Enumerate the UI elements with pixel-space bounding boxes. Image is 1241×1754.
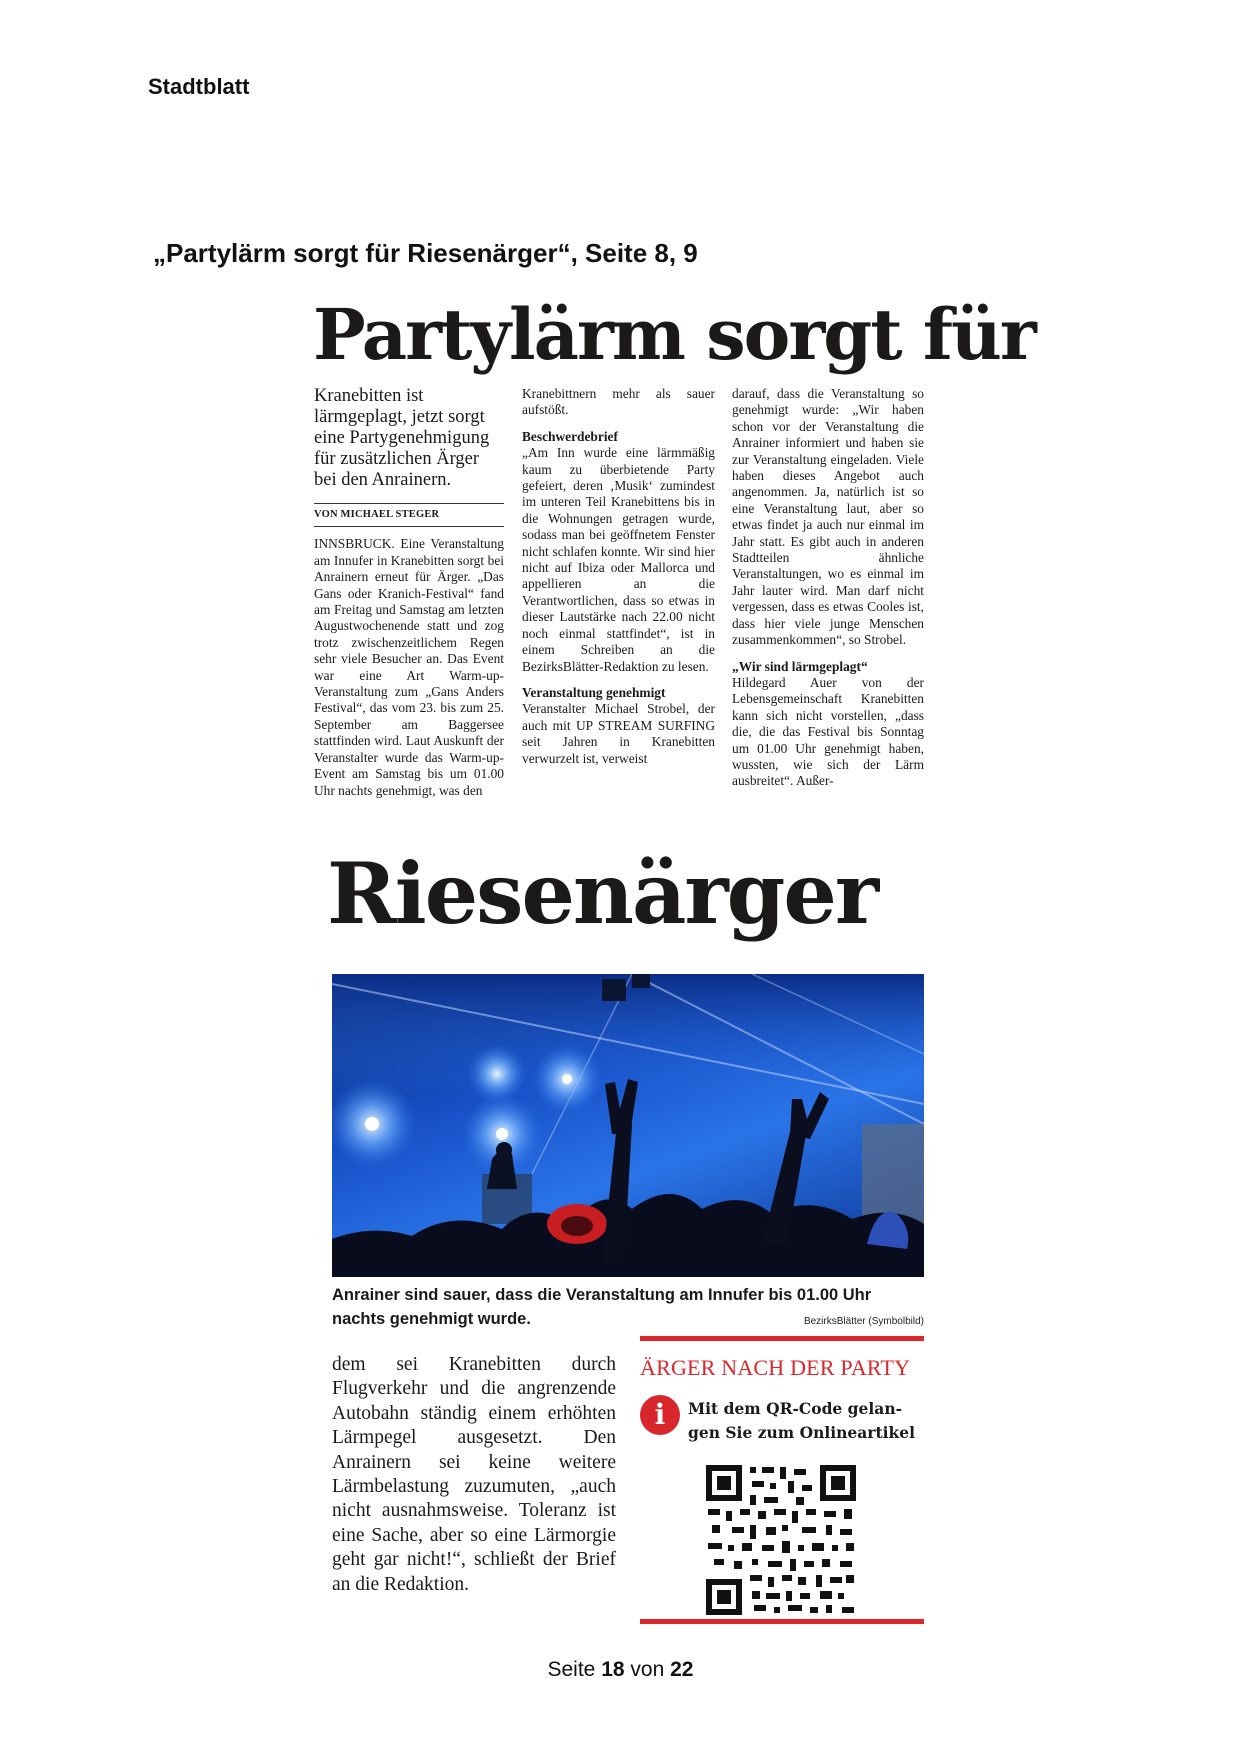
article-byline: VON MICHAEL STEGER xyxy=(314,503,504,527)
concert-illustration xyxy=(332,974,924,1277)
column-3-text-b: Hildegard Auer von der Lebensgemeinschaft Kranebitten kann sich nicht vorstellen, „dass die, die das Festival bis Sonntag um 01.00 Uhr genehmigt haben, wussten, wie sich der Lärm ausbreitet“. Außer- xyxy=(732,674,924,789)
article-columns xyxy=(314,386,924,826)
info-icon: i xyxy=(640,1395,680,1435)
article-continuation: dem sei Kranebitten durch Flugverkehr und die angrenzende Autobahn ständig einem erhöhten Lärmpegel ausgesetzt. Den Anrainern sei keine weitere Lärmbelastung zuzumuten, „auch nicht ausnahmsweise. Toleranz ist eine Sache, aber so eine Lärmorgie geht gar nicht!“, schließt der Brief an die Redaktion. xyxy=(332,1354,616,1595)
column-2-text-b: Veranstalter Michael Strobel, der auch mit UP STREAM SURFING seit Jahren in Kranebitten verwurzelt ist, verweist xyxy=(522,701,715,766)
column-2-text: „Am Inn wurde eine lärmmäßig kaum zu überbietende Party gefeiert, deren ‚Musik‘ zumindest im unteren Teil Kranebittens bis in die Wohnungen getragen wurde, sodass man bei geöffnetem Fenster nicht schlafen konnte. Wir sind hier nicht auf Ibiza oder Mallorca und appellieren an die Verantwortlichen, dass so etwas in dieser Lautstärke nach 22.00 nicht noch einmal stattfindet“, ist in einem Schreiben an die BezirksBlätter-Redaktion zu lesen. xyxy=(522,445,715,674)
footer-middle: von xyxy=(630,1658,665,1681)
column-3 xyxy=(732,386,924,800)
column-1-text: INNSBRUCK. Eine Veranstaltung am Innufer in Kranebitten sorgt bei Anrainern erneut für Ärger. „Das Gans oder Kranich-Festival“ fand am Freitag und Samstag am letzten Augustwochenende statt und zog trotz zwischenzeitlichem Regen sehr viele Besucher an. Das Event war eine Art Warm-up-Veranstaltung zum „Gans Anders Festival“, das vom 23. bis zum 25. September am Baggersee stattfinden wird. Laut Auskunft der Veranstalter wurde das Warm-up-Event am Samstag bis um 01.00 Uhr nachts genehmigt, was den xyxy=(314,536,504,798)
footer-prefix: Seite xyxy=(547,1658,596,1681)
column-1 xyxy=(314,386,504,809)
infobox-line-2: gen Sie zum Onlineartikel xyxy=(688,1423,915,1442)
subhead-beschwerdebrief: Beschwerdebrief xyxy=(522,428,618,444)
infobox-row xyxy=(640,1395,924,1443)
column-2 xyxy=(522,386,715,777)
qr-infobox xyxy=(640,1336,924,1624)
photo-credit: BezirksBlätter (Symbolbild) xyxy=(803,1316,924,1327)
photo-caption: Anrainer sind sauer, dass die Veranstaltung am Innufer bis 01.00 Uhr nachts genehmigt wurde. xyxy=(332,1286,872,1328)
page-footer xyxy=(0,1658,1241,1682)
concert-photo xyxy=(332,974,924,1277)
headline-top: Partylärm sorgt für xyxy=(313,293,1035,376)
infobox-text xyxy=(688,1397,915,1445)
qr-code-icon[interactable] xyxy=(706,1465,856,1615)
column-2-intro: Kranebittnern mehr als sauer aufstößt. xyxy=(522,386,715,418)
article-lead: Kranebitten ist lärmgeplagt, jetzt sorgt eine Partygenehmigung für zusätzlichen Ärger bei den Anrainern. xyxy=(314,386,490,490)
headline-bottom: Riesenärger xyxy=(327,844,878,943)
infobox-title: ÄRGER NACH DER PARTY xyxy=(640,1355,911,1380)
column-3-text: darauf, dass die Veranstaltung so genehmigt wurde: „Wir haben schon vor der Veranstaltung die Anrainer informiert und haben sie zur Veranstaltung eingeladen. Viele haben dieses Angebot auch angenommen. Ja, natürlich ist so eine Veranstaltung laut, aber so etwas findet ja auch nur einmal im Jahr statt. Es gibt auch in anderen Stadtteilen ähnliche Veranstaltungen, wo es einmal im Jahr lauter wird. Man darf nicht vergessen, dass es etwas Cooles ist, dass hier viele junge Menschen zusammenkommen“, so Strobel. xyxy=(732,386,924,648)
publication-name: Stadtblatt xyxy=(148,74,250,99)
footer-total-pages: 22 xyxy=(670,1658,694,1681)
subhead-laermgeplagt: „Wir sind lärmgeplagt“ xyxy=(732,658,868,674)
infobox-line-1: Mit dem QR-Code gelan- xyxy=(688,1399,903,1418)
subhead-veranstaltung: Veranstaltung genehmigt xyxy=(522,684,666,700)
section-title: „Partylärm sorgt für Riesenärger“, Seite 8, 9 xyxy=(153,238,698,268)
footer-current-page: 18 xyxy=(601,1658,625,1681)
